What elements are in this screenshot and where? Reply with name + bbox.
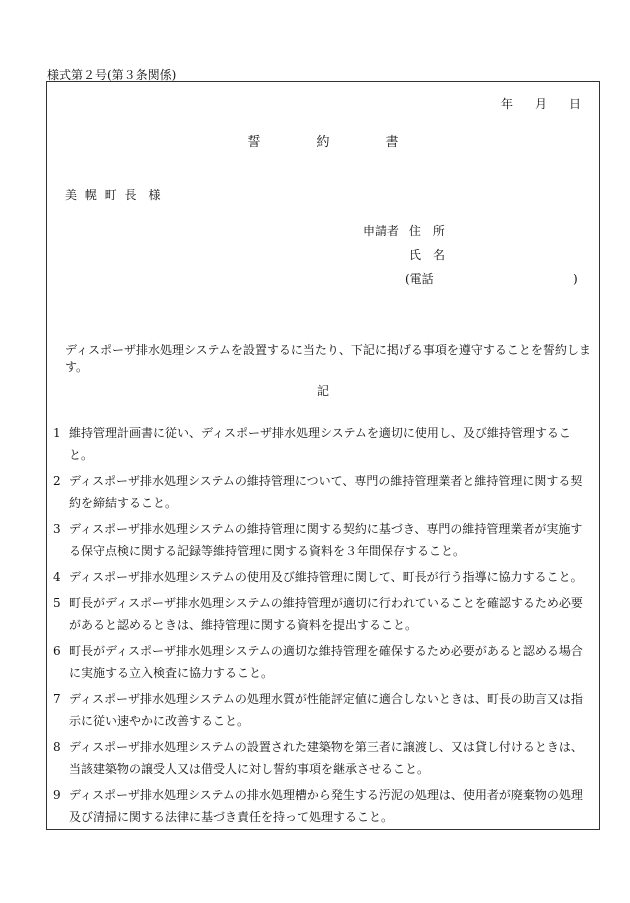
item-text: ディスポーザ排水処理システムの維持管理に関する契約に基づき、専門の維持管理業者が実施する保守点検に関する記録等維持管理に関する資料を３年間保存すること。 — [69, 522, 583, 558]
item-number: 5 — [53, 596, 61, 610]
phone-label: (電話 — [405, 272, 434, 286]
pledge-items — [53, 422, 593, 832]
list-item — [53, 470, 593, 514]
address-label: 住 所 — [408, 224, 445, 238]
intro-text: ディスポーザ排水処理システムを設置するに当たり、下記に掲げる事項を遵守することを誓約します。 — [65, 343, 591, 374]
item-number: 4 — [53, 570, 61, 584]
item-number: 8 — [53, 740, 61, 754]
item-text: ディスポーザ排水処理システムの設置された建築物を第三者に譲渡し、又は貸し付けるときは、当該建築物の譲受人又は借受人に対し誓約事項を継承させること。 — [69, 740, 583, 776]
item-number: 1 — [53, 426, 61, 440]
applicant-label: 申請者 — [363, 224, 400, 238]
title-char: 誓 — [247, 135, 261, 150]
date-year: 年 — [500, 97, 513, 111]
item-number: 9 — [53, 788, 61, 802]
item-text: ディスポーザ排水処理システムの処理水質が性能評定値に適合しないときは、町長の助言又は指示に従い速やかに改善すること。 — [69, 692, 583, 728]
title-char: 書 — [385, 135, 399, 150]
date-day: 日 — [568, 97, 581, 111]
name-label: 氏 名 — [409, 248, 446, 262]
date-month: 月 — [534, 97, 547, 111]
list-item — [53, 784, 593, 828]
item-text: 維持管理計画書に従い、ディスポーザ排水処理システムを適切に使用し、及び維持管理すること。 — [69, 426, 571, 462]
item-text: 町長がディスポーザ排水処理システムの維持管理が適切に行われていることを確認するため必要があると認めるときは、維持管理に関する資料を提出すること。 — [69, 596, 583, 632]
item-number: 3 — [53, 522, 61, 536]
item-text: ディスポーザ排水処理システムの排水処理槽から発生する汚泥の処理は、使用者が廃棄物の処理及び清掃に関する法律に基づき責任を持って処理すること。 — [69, 788, 583, 824]
title-char: 約 — [316, 135, 330, 150]
form-number-label: 様式第２号(第３条関係) — [47, 68, 177, 82]
recipient: 美 幌 町 長 様 — [65, 188, 161, 202]
list-item — [53, 592, 593, 636]
item-text: ディスポーザ排水処理システムの維持管理について、専門の維持管理業者と維持管理に関する契約を締結すること。 — [69, 474, 583, 510]
ki-heading: 記 — [316, 384, 329, 398]
phone-close: ) — [573, 272, 578, 286]
list-item — [53, 640, 593, 684]
item-number: 2 — [53, 474, 61, 488]
item-number: 7 — [53, 692, 61, 706]
item-text: ディスポーザ排水処理システムの使用及び維持管理に関して、町長が行う指導に協力すること。 — [69, 570, 583, 584]
list-item — [53, 518, 593, 562]
list-item — [53, 688, 593, 732]
page-title — [47, 131, 599, 150]
list-item — [53, 422, 593, 466]
pledge-form — [46, 81, 600, 830]
applicant-block — [363, 223, 578, 295]
list-item — [53, 566, 593, 588]
list-item — [53, 736, 593, 780]
date-line — [479, 95, 581, 112]
item-number: 6 — [53, 644, 61, 658]
item-text: 町長がディスポーザ排水処理システムの適切な維持管理を確保するため必要があると認める場合に実施する立入検査に協力すること。 — [69, 644, 583, 680]
